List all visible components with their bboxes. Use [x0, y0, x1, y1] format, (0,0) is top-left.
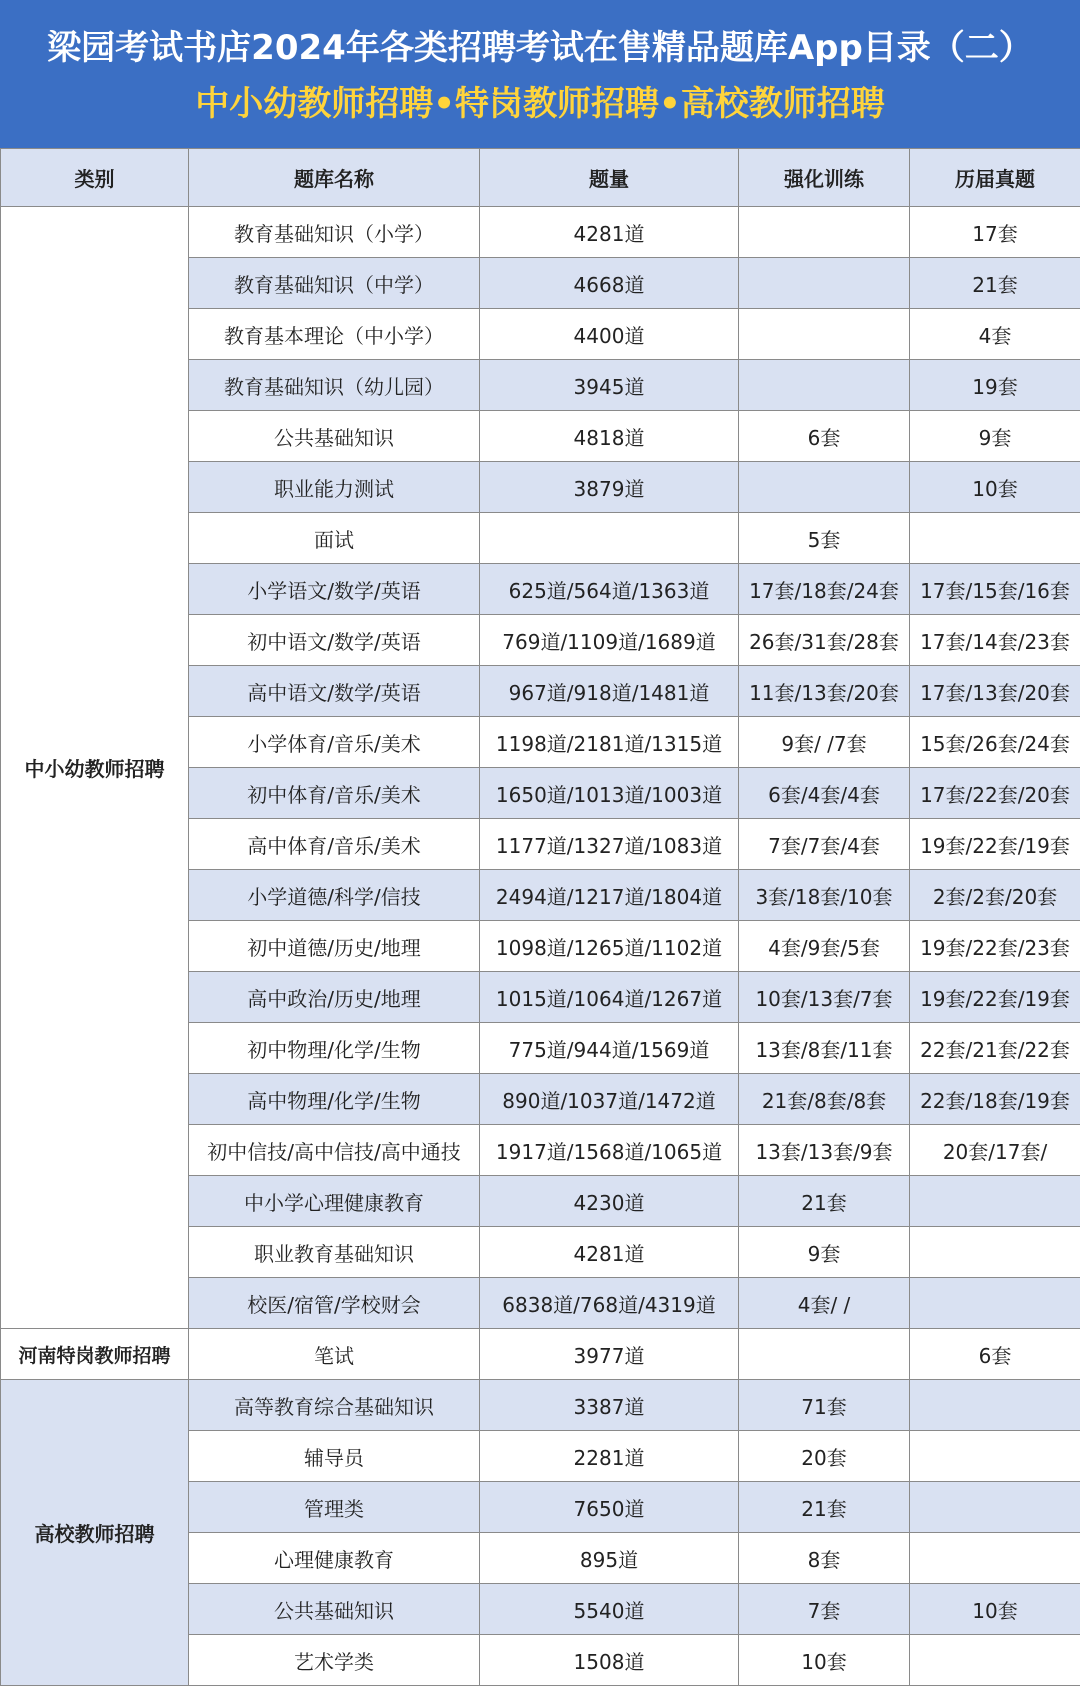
past-exams-cell: 19套: [910, 360, 1080, 411]
column-header-count: 题量: [480, 149, 739, 207]
past-exams-cell: 17套: [910, 207, 1080, 258]
training-sets-cell: 21套/8套/8套: [739, 1074, 910, 1125]
question-count-cell: 1098道/1265道/1102道: [480, 921, 739, 972]
past-exams-cell: [910, 1533, 1080, 1584]
bank-name-cell: 教育基础知识（小学）: [189, 207, 480, 258]
bank-name-cell: 初中物理/化学/生物: [189, 1023, 480, 1074]
training-sets-cell: 21套: [739, 1176, 910, 1227]
question-count-cell: 3977道: [480, 1329, 739, 1380]
question-count-cell: 890道/1037道/1472道: [480, 1074, 739, 1125]
training-sets-cell: 13套/8套/11套: [739, 1023, 910, 1074]
past-exams-cell: 21套: [910, 258, 1080, 309]
bank-name-cell: 小学道德/科学/信技: [189, 870, 480, 921]
category-cell: 高校教师招聘: [1, 1380, 189, 1686]
past-exams-cell: [910, 513, 1080, 564]
past-exams-cell: 19套/22套/19套: [910, 972, 1080, 1023]
question-count-cell: 4400道: [480, 309, 739, 360]
training-sets-cell: 6套/4套/4套: [739, 768, 910, 819]
training-sets-cell: 13套/13套/9套: [739, 1125, 910, 1176]
question-count-cell: 1015道/1064道/1267道: [480, 972, 739, 1023]
question-count-cell: 769道/1109道/1689道: [480, 615, 739, 666]
training-sets-cell: 20套: [739, 1431, 910, 1482]
bank-name-cell: 初中道德/历史/地理: [189, 921, 480, 972]
page-subtitle: 中小幼教师招聘•特岗教师招聘•高校教师招聘: [195, 84, 885, 124]
training-sets-cell: 7套: [739, 1584, 910, 1635]
question-count-cell: 7650道: [480, 1482, 739, 1533]
training-sets-cell: 10套/13套/7套: [739, 972, 910, 1023]
bank-name-cell: 小学体育/音乐/美术: [189, 717, 480, 768]
column-header-category: 类别: [1, 149, 189, 207]
question-count-cell: 6838道/768道/4319道: [480, 1278, 739, 1329]
question-count-cell: 775道/944道/1569道: [480, 1023, 739, 1074]
past-exams-cell: 17套/13套/20套: [910, 666, 1080, 717]
training-sets-cell: 17套/18套/24套: [739, 564, 910, 615]
question-count-cell: 2494道/1217道/1804道: [480, 870, 739, 921]
past-exams-cell: 22套/18套/19套: [910, 1074, 1080, 1125]
bank-name-cell: 高中物理/化学/生物: [189, 1074, 480, 1125]
past-exams-cell: [910, 1380, 1080, 1431]
training-sets-cell: 8套: [739, 1533, 910, 1584]
past-exams-cell: 6套: [910, 1329, 1080, 1380]
category-cell: 河南特岗教师招聘: [1, 1329, 189, 1380]
training-sets-cell: 3套/18套/10套: [739, 870, 910, 921]
past-exams-cell: 2套/2套/20套: [910, 870, 1080, 921]
bank-name-cell: 中小学心理健康教育: [189, 1176, 480, 1227]
bank-name-cell: 校医/宿管/学校财会: [189, 1278, 480, 1329]
training-sets-cell: [739, 258, 910, 309]
question-count-cell: 5540道: [480, 1584, 739, 1635]
catalog-table: [0, 148, 1080, 1686]
training-sets-cell: 11套/13套/20套: [739, 666, 910, 717]
training-sets-cell: 10套: [739, 1635, 910, 1686]
past-exams-cell: 15套/26套/24套: [910, 717, 1080, 768]
question-count-cell: 1198道/2181道/1315道: [480, 717, 739, 768]
question-count-cell: 1917道/1568道/1065道: [480, 1125, 739, 1176]
bank-name-cell: 高中政治/历史/地理: [189, 972, 480, 1023]
category-cell: 中小幼教师招聘: [1, 207, 189, 1329]
bank-name-cell: 公共基础知识: [189, 1584, 480, 1635]
bank-name-cell: 教育基础知识（幼儿园）: [189, 360, 480, 411]
training-sets-cell: 6套: [739, 411, 910, 462]
past-exams-cell: 19套/22套/19套: [910, 819, 1080, 870]
past-exams-cell: [910, 1278, 1080, 1329]
training-sets-cell: [739, 360, 910, 411]
past-exams-cell: [910, 1482, 1080, 1533]
training-sets-cell: 4套/ /: [739, 1278, 910, 1329]
table-row: [1, 1329, 1080, 1380]
past-exams-cell: [910, 1176, 1080, 1227]
bank-name-cell: 职业教育基础知识: [189, 1227, 480, 1278]
question-count-cell: 4230道: [480, 1176, 739, 1227]
bank-name-cell: 高等教育综合基础知识: [189, 1380, 480, 1431]
table-body: [1, 207, 1080, 1686]
past-exams-cell: 17套/22套/20套: [910, 768, 1080, 819]
past-exams-cell: 17套/15套/16套: [910, 564, 1080, 615]
table-row: [1, 1380, 1080, 1431]
table-header-row: [1, 149, 1080, 207]
bank-name-cell: 初中信技/高中信技/高中通技: [189, 1125, 480, 1176]
bank-name-cell: 初中体育/音乐/美术: [189, 768, 480, 819]
bank-name-cell: 笔试: [189, 1329, 480, 1380]
bank-name-cell: 职业能力测试: [189, 462, 480, 513]
column-header-past-exams: 历届真题: [910, 149, 1080, 207]
past-exams-cell: [910, 1227, 1080, 1278]
question-count-cell: [480, 513, 739, 564]
past-exams-cell: 4套: [910, 309, 1080, 360]
training-sets-cell: 5套: [739, 513, 910, 564]
bank-name-cell: 面试: [189, 513, 480, 564]
page-title: 梁园考试书店2024年各类招聘考试在售精品题库App目录（二）: [47, 28, 1033, 68]
bank-name-cell: 艺术学类: [189, 1635, 480, 1686]
bank-name-cell: 管理类: [189, 1482, 480, 1533]
training-sets-cell: [739, 309, 910, 360]
training-sets-cell: 71套: [739, 1380, 910, 1431]
past-exams-cell: 20套/17套/: [910, 1125, 1080, 1176]
question-count-cell: 4818道: [480, 411, 739, 462]
question-count-cell: 1177道/1327道/1083道: [480, 819, 739, 870]
bank-name-cell: 教育基础知识（中学）: [189, 258, 480, 309]
training-sets-cell: 21套: [739, 1482, 910, 1533]
column-header-training: 强化训练: [739, 149, 910, 207]
past-exams-cell: 19套/22套/23套: [910, 921, 1080, 972]
past-exams-cell: 22套/21套/22套: [910, 1023, 1080, 1074]
past-exams-cell: 17套/14套/23套: [910, 615, 1080, 666]
question-count-cell: 895道: [480, 1533, 739, 1584]
bank-name-cell: 初中语文/数学/英语: [189, 615, 480, 666]
column-header-name: 题库名称: [189, 149, 480, 207]
past-exams-cell: 10套: [910, 1584, 1080, 1635]
question-count-cell: 4281道: [480, 1227, 739, 1278]
page-header: [0, 0, 1080, 148]
training-sets-cell: [739, 207, 910, 258]
training-sets-cell: 9套/ /7套: [739, 717, 910, 768]
past-exams-cell: [910, 1635, 1080, 1686]
table-row: [1, 207, 1080, 258]
question-count-cell: 1508道: [480, 1635, 739, 1686]
question-count-cell: 625道/564道/1363道: [480, 564, 739, 615]
training-sets-cell: [739, 1329, 910, 1380]
training-sets-cell: 4套/9套/5套: [739, 921, 910, 972]
question-count-cell: 2281道: [480, 1431, 739, 1482]
training-sets-cell: 26套/31套/28套: [739, 615, 910, 666]
bank-name-cell: 高中语文/数学/英语: [189, 666, 480, 717]
question-count-cell: 967道/918道/1481道: [480, 666, 739, 717]
question-count-cell: 4668道: [480, 258, 739, 309]
question-count-cell: 3879道: [480, 462, 739, 513]
bank-name-cell: 公共基础知识: [189, 411, 480, 462]
bank-name-cell: 高中体育/音乐/美术: [189, 819, 480, 870]
bank-name-cell: 小学语文/数学/英语: [189, 564, 480, 615]
question-count-cell: 4281道: [480, 207, 739, 258]
question-count-cell: 1650道/1013道/1003道: [480, 768, 739, 819]
bank-name-cell: 辅导员: [189, 1431, 480, 1482]
question-count-cell: 3387道: [480, 1380, 739, 1431]
bank-name-cell: 教育基本理论（中小学）: [189, 309, 480, 360]
past-exams-cell: [910, 1431, 1080, 1482]
bank-name-cell: 心理健康教育: [189, 1533, 480, 1584]
past-exams-cell: 10套: [910, 462, 1080, 513]
training-sets-cell: 7套/7套/4套: [739, 819, 910, 870]
question-count-cell: 3945道: [480, 360, 739, 411]
past-exams-cell: 9套: [910, 411, 1080, 462]
training-sets-cell: 9套: [739, 1227, 910, 1278]
training-sets-cell: [739, 462, 910, 513]
